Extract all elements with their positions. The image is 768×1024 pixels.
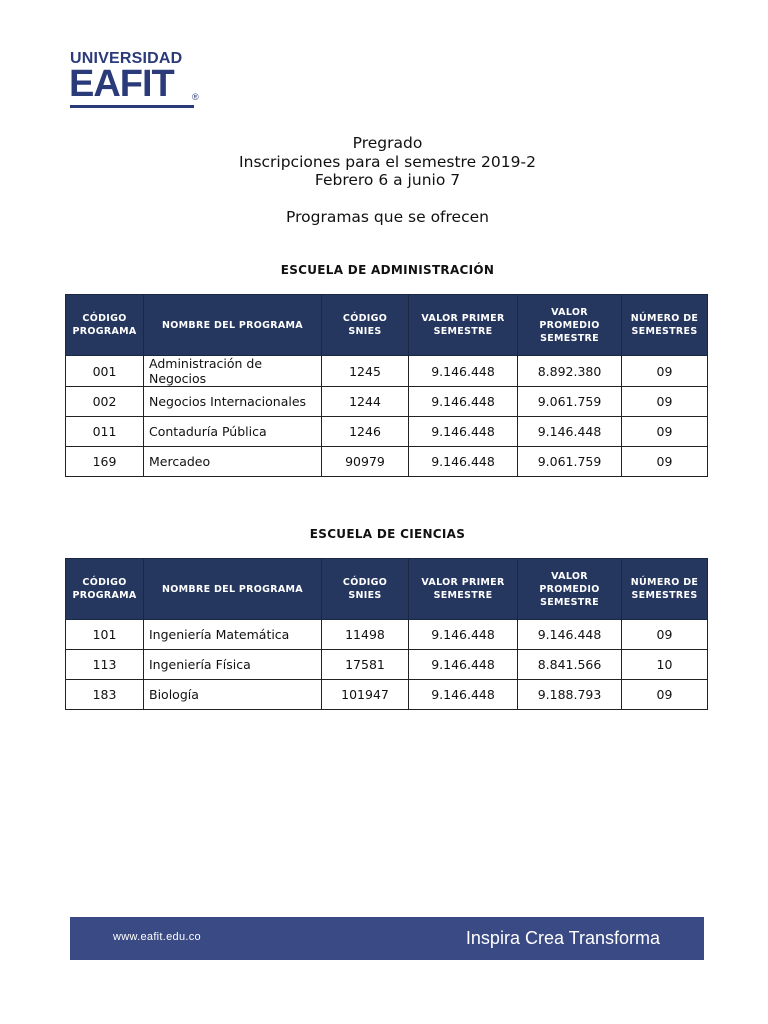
col-numero-semestres: NÚMERO DE SEMESTRES xyxy=(622,559,708,620)
cell-nombre: Ingeniería Matemática xyxy=(144,620,322,650)
cell-nombre: Biología xyxy=(144,680,322,710)
cell-semestres: 09 xyxy=(622,620,708,650)
cell-semestres: 09 xyxy=(622,447,708,477)
col-valor-promedio: VALOR PROMEDIO SEMESTRE xyxy=(518,295,622,356)
col-codigo-programa: CÓDIGO PROGRAMA xyxy=(66,559,144,620)
cell-valor-primer: 9.146.448 xyxy=(409,680,518,710)
cell-snies: 1245 xyxy=(322,356,409,387)
footer-url-link[interactable]: www.eafit.edu.co xyxy=(113,931,201,943)
col-valor-promedio: VALOR PROMEDIO SEMESTRE xyxy=(518,559,622,620)
cell-codigo: 113 xyxy=(66,650,144,680)
table-row xyxy=(66,620,708,650)
programs-table-administracion xyxy=(65,294,708,477)
cell-valor-promedio: 9.061.759 xyxy=(518,387,622,417)
cell-nombre: Mercadeo xyxy=(144,447,322,477)
cell-codigo: 101 xyxy=(66,620,144,650)
cell-nombre: Contaduría Pública xyxy=(144,417,322,447)
cell-semestres: 10 xyxy=(622,650,708,680)
programs-table-ciencias xyxy=(65,558,708,710)
cell-valor-primer: 9.146.448 xyxy=(409,417,518,447)
cell-snies: 11498 xyxy=(322,620,409,650)
col-nombre-programa: NOMBRE DEL PROGRAMA xyxy=(144,295,322,356)
cell-codigo: 169 xyxy=(66,447,144,477)
table-header-row xyxy=(66,295,708,356)
logo-text-eafit: EAFIT xyxy=(69,63,174,105)
section-title-administracion: ESCUELA DE ADMINISTRACIÓN xyxy=(280,263,495,277)
cell-valor-promedio: 9.061.759 xyxy=(518,447,622,477)
university-logo xyxy=(70,50,205,112)
cell-nombre: Ingeniería Física xyxy=(144,650,322,680)
cell-nombre: Negocios Internacionales xyxy=(144,387,322,417)
footer-slogan: Inspira Crea Transforma xyxy=(465,928,660,948)
cell-valor-promedio: 8.892.380 xyxy=(518,356,622,387)
cell-valor-primer: 9.146.448 xyxy=(409,620,518,650)
cell-valor-primer: 9.146.448 xyxy=(409,447,518,477)
cell-valor-promedio: 9.146.448 xyxy=(518,417,622,447)
col-codigo-programa: CÓDIGO PROGRAMA xyxy=(66,295,144,356)
registered-mark: ® xyxy=(192,92,199,102)
col-numero-semestres: NÚMERO DE SEMESTRES xyxy=(622,295,708,356)
table-row xyxy=(66,680,708,710)
cell-nombre: Administración de Negocios xyxy=(144,356,322,387)
cell-snies: 1246 xyxy=(322,417,409,447)
cell-codigo: 002 xyxy=(66,387,144,417)
cell-valor-primer: 9.146.448 xyxy=(409,650,518,680)
table-row xyxy=(66,650,708,680)
cell-semestres: 09 xyxy=(622,387,708,417)
table-row xyxy=(66,447,708,477)
table-row xyxy=(66,356,708,387)
table-row xyxy=(66,387,708,417)
title-enrollment: Inscripciones para el semestre 2019-2 xyxy=(239,152,536,171)
table-header-row xyxy=(66,559,708,620)
col-codigo-snies: CÓDIGO SNIES xyxy=(322,559,409,620)
section-title-ciencias: ESCUELA DE CIENCIAS xyxy=(309,527,466,541)
table-row xyxy=(66,417,708,447)
cell-valor-promedio: 9.146.448 xyxy=(518,620,622,650)
cell-semestres: 09 xyxy=(622,356,708,387)
logo-text-universidad: UNIVERSIDAD xyxy=(70,50,183,67)
col-valor-primer: VALOR PRIMER SEMESTRE xyxy=(409,295,518,356)
title-level: Pregrado xyxy=(352,134,423,152)
cell-snies: 101947 xyxy=(322,680,409,710)
cell-snies: 17581 xyxy=(322,650,409,680)
col-valor-primer: VALOR PRIMER SEMESTRE xyxy=(409,559,518,620)
col-codigo-snies: CÓDIGO SNIES xyxy=(322,295,409,356)
cell-valor-promedio: 9.188.793 xyxy=(518,680,622,710)
cell-codigo: 011 xyxy=(66,417,144,447)
title-programs: Programas que se ofrecen xyxy=(286,207,489,226)
title-dates: Febrero 6 a junio 7 xyxy=(314,171,461,189)
cell-valor-primer: 9.146.448 xyxy=(409,387,518,417)
col-nombre-programa: NOMBRE DEL PROGRAMA xyxy=(144,559,322,620)
cell-snies: 90979 xyxy=(322,447,409,477)
logo-underline xyxy=(70,105,194,108)
document-title-block xyxy=(0,134,768,226)
cell-codigo: 001 xyxy=(66,356,144,387)
footer-banner xyxy=(70,917,704,960)
cell-semestres: 09 xyxy=(622,680,708,710)
cell-codigo: 183 xyxy=(66,680,144,710)
cell-valor-primer: 9.146.448 xyxy=(409,356,518,387)
cell-valor-promedio: 8.841.566 xyxy=(518,650,622,680)
cell-snies: 1244 xyxy=(322,387,409,417)
cell-semestres: 09 xyxy=(622,417,708,447)
